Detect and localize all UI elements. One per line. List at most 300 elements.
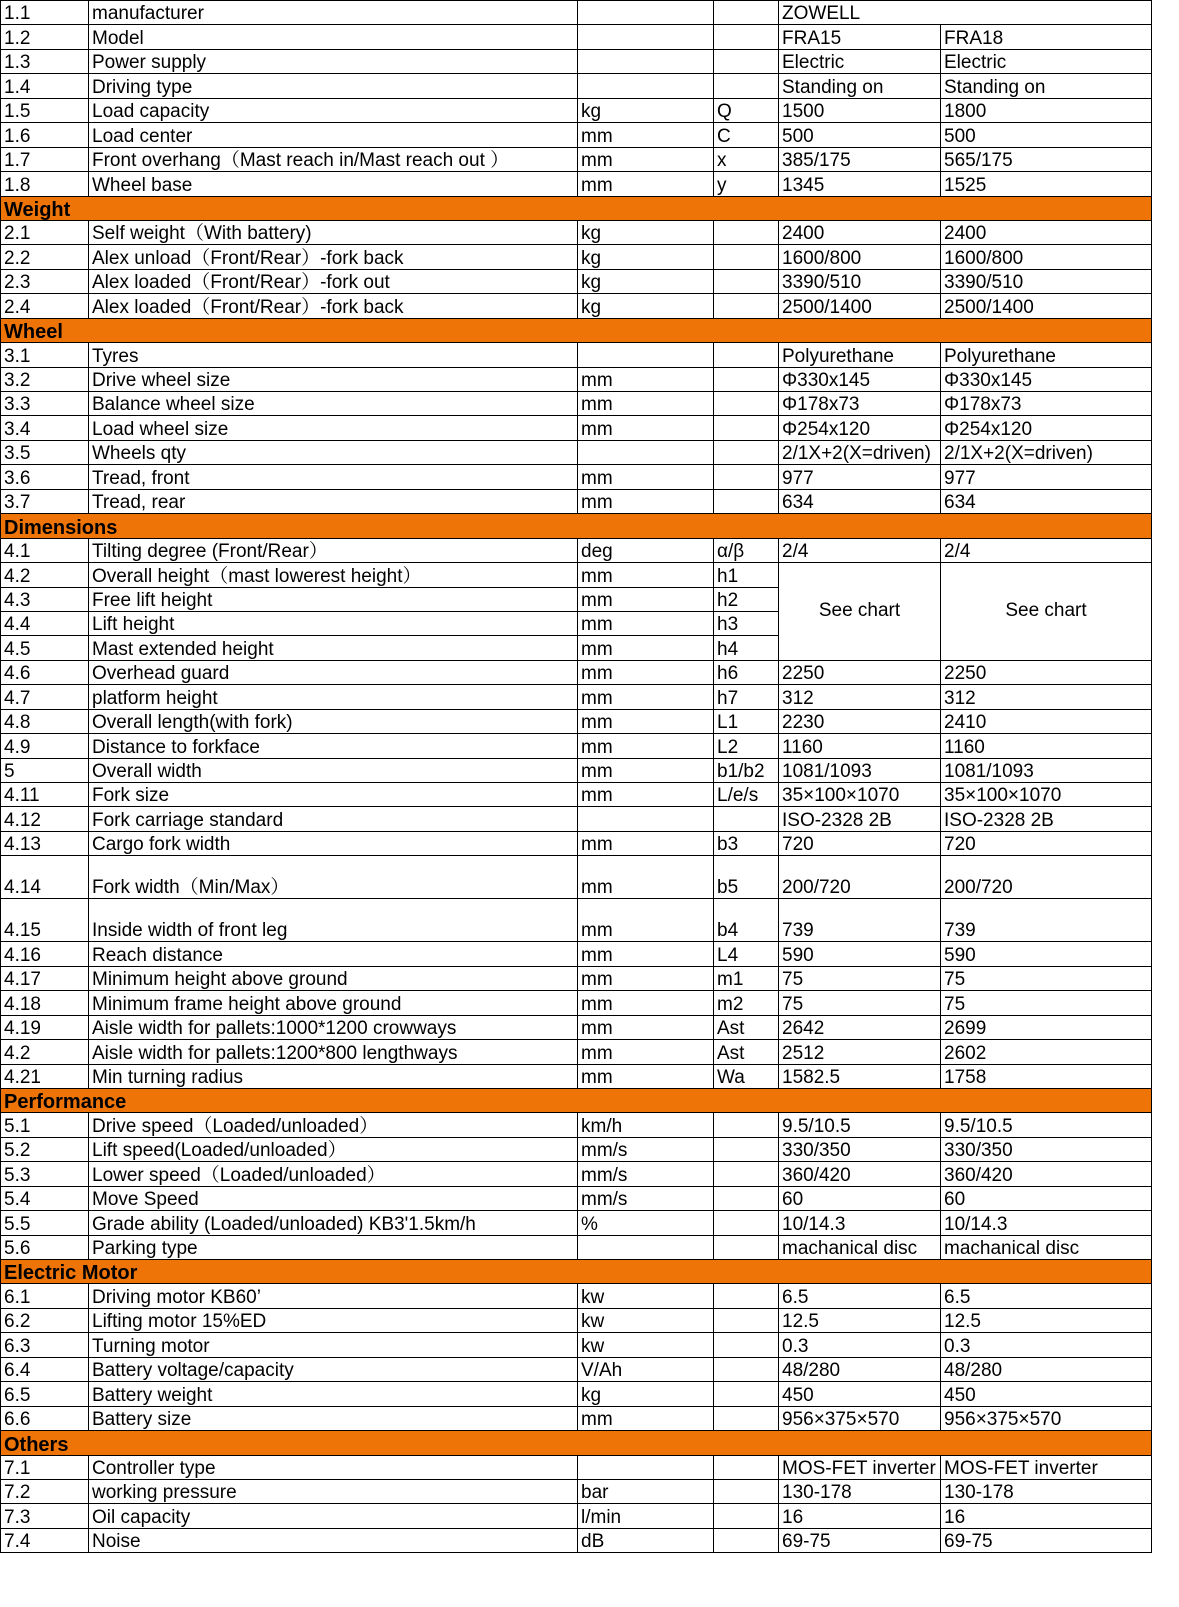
symbol xyxy=(714,1186,779,1210)
item-name: Battery voltage/capacity xyxy=(89,1357,578,1381)
symbol xyxy=(714,440,779,464)
unit: mm xyxy=(578,966,714,990)
row-number: 3.6 xyxy=(1,465,89,489)
table-row xyxy=(1,1504,1152,1528)
item-name: Grade ability (Loaded/unloaded) KB3'1.5km/h xyxy=(89,1211,578,1235)
value-fra18: 10/14.3 xyxy=(941,1211,1152,1235)
symbol xyxy=(714,1406,779,1430)
value-fra18: 200/720 xyxy=(941,856,1152,899)
value-fra15: 739 xyxy=(779,899,941,942)
unit: kg xyxy=(578,98,714,122)
row-number: 7.2 xyxy=(1,1479,89,1503)
section-title: Performance xyxy=(1,1088,1152,1112)
table-row xyxy=(1,899,1152,942)
value-fra18: 2410 xyxy=(941,709,1152,733)
value-fra15: 2500/1400 xyxy=(779,294,941,318)
item-name: Turning motor xyxy=(89,1333,578,1357)
row-number: 2.3 xyxy=(1,269,89,293)
item-name: Wheel base xyxy=(89,172,578,196)
unit: mm/s xyxy=(578,1186,714,1210)
table-row xyxy=(1,49,1152,73)
table-row xyxy=(1,172,1152,196)
unit: kg xyxy=(578,1382,714,1406)
item-name: Load wheel size xyxy=(89,416,578,440)
row-number: 1.3 xyxy=(1,49,89,73)
value-fra18: 2250 xyxy=(941,660,1152,684)
item-name: Tread, rear xyxy=(89,489,578,513)
value-fra18: 1081/1093 xyxy=(941,758,1152,782)
item-name: Parking type xyxy=(89,1235,578,1259)
unit xyxy=(578,440,714,464)
symbol xyxy=(714,392,779,416)
item-name: Self weight（With battery) xyxy=(89,220,578,244)
table-row xyxy=(1,783,1152,807)
table-row xyxy=(1,367,1152,391)
value-fra15: 16 xyxy=(779,1504,941,1528)
table-row xyxy=(1,734,1152,758)
value-fra18: FRA18 xyxy=(941,25,1152,49)
item-name: Power supply xyxy=(89,49,578,73)
row-number: 4.6 xyxy=(1,660,89,684)
item-name: Fork width（Min/Max） xyxy=(89,856,578,899)
value-fra18: 2400 xyxy=(941,220,1152,244)
row-number: 1.8 xyxy=(1,172,89,196)
value-fra18: 60 xyxy=(941,1186,1152,1210)
value-fra15: 75 xyxy=(779,966,941,990)
table-row xyxy=(1,1040,1152,1064)
value-fra18: 450 xyxy=(941,1382,1152,1406)
row-number: 3.2 xyxy=(1,367,89,391)
value-fra15: 2512 xyxy=(779,1040,941,1064)
row-number: 7.3 xyxy=(1,1504,89,1528)
unit: mm xyxy=(578,1040,714,1064)
row-number: 2.2 xyxy=(1,245,89,269)
value-fra18: 9.5/10.5 xyxy=(941,1113,1152,1137)
unit: l/min xyxy=(578,1504,714,1528)
symbol xyxy=(714,367,779,391)
unit xyxy=(578,74,714,98)
value-fra15: 977 xyxy=(779,465,941,489)
unit: kw xyxy=(578,1284,714,1308)
item-name: Free lift height xyxy=(89,587,578,611)
item-name: Load capacity xyxy=(89,98,578,122)
unit: mm/s xyxy=(578,1137,714,1161)
unit: mm xyxy=(578,660,714,684)
unit: mm xyxy=(578,147,714,171)
symbol: α/β xyxy=(714,538,779,562)
row-number: 4.16 xyxy=(1,942,89,966)
unit: V/Ah xyxy=(578,1357,714,1381)
item-name: Alex loaded（Front/Rear）-fork out xyxy=(89,269,578,293)
value-fra18: 1758 xyxy=(941,1064,1152,1088)
unit: kw xyxy=(578,1308,714,1332)
table-row xyxy=(1,709,1152,733)
item-name: Alex unload（Front/Rear）-fork back xyxy=(89,245,578,269)
symbol xyxy=(714,245,779,269)
table-row xyxy=(1,1137,1152,1161)
item-name: Battery size xyxy=(89,1406,578,1430)
value-fra18: 634 xyxy=(941,489,1152,513)
value-fra18: 6.5 xyxy=(941,1284,1152,1308)
item-name: Model xyxy=(89,25,578,49)
row-number: 2.1 xyxy=(1,220,89,244)
symbol: L1 xyxy=(714,709,779,733)
table-row xyxy=(1,1357,1152,1381)
symbol xyxy=(714,807,779,831)
value-fra15: FRA15 xyxy=(779,25,941,49)
item-name: Lifting motor 15%ED xyxy=(89,1308,578,1332)
value-fra15: 450 xyxy=(779,1382,941,1406)
table-row xyxy=(1,1479,1152,1503)
value-fra15: MOS-FET inverter xyxy=(779,1455,941,1479)
value-fra18: 75 xyxy=(941,966,1152,990)
item-name: Front overhang（Mast reach in/Mast reach out ） xyxy=(89,147,578,171)
value-fra18: 500 xyxy=(941,123,1152,147)
symbol: h6 xyxy=(714,660,779,684)
table-row xyxy=(1,245,1152,269)
row-number: 7.1 xyxy=(1,1455,89,1479)
value-fra15: 9.5/10.5 xyxy=(779,1113,941,1137)
item-name: Move Speed xyxy=(89,1186,578,1210)
row-number: 4.18 xyxy=(1,991,89,1015)
value-fra15: 1345 xyxy=(779,172,941,196)
value-fra15: Standing on xyxy=(779,74,941,98)
table-row xyxy=(1,1235,1152,1259)
symbol xyxy=(714,1333,779,1357)
value-fra15: Electric xyxy=(779,49,941,73)
row-number: 4.5 xyxy=(1,636,89,660)
unit: mm xyxy=(578,489,714,513)
unit: kw xyxy=(578,1333,714,1357)
table-row xyxy=(1,1211,1152,1235)
item-name: Aisle width for pallets:1000*1200 crowways xyxy=(89,1015,578,1039)
item-name: Balance wheel size xyxy=(89,392,578,416)
unit: % xyxy=(578,1211,714,1235)
value-fra18: 1600/800 xyxy=(941,245,1152,269)
unit: kg xyxy=(578,294,714,318)
value-fra15: Φ330x145 xyxy=(779,367,941,391)
value-fra15: Polyurethane xyxy=(779,343,941,367)
value-fra15: 0.3 xyxy=(779,1333,941,1357)
value-fra15: 12.5 xyxy=(779,1308,941,1332)
table-row xyxy=(1,563,1152,587)
value-fra15: 3390/510 xyxy=(779,269,941,293)
unit: mm xyxy=(578,465,714,489)
item-name: Inside width of front leg xyxy=(89,899,578,942)
row-number: 6.1 xyxy=(1,1284,89,1308)
item-name: Tread, front xyxy=(89,465,578,489)
symbol: Ast xyxy=(714,1040,779,1064)
table-row xyxy=(1,1113,1152,1137)
symbol: m2 xyxy=(714,991,779,1015)
symbol: m1 xyxy=(714,966,779,990)
unit: kg xyxy=(578,220,714,244)
value-fra15: machanical disc xyxy=(779,1235,941,1259)
value-fra15: 35×100×1070 xyxy=(779,783,941,807)
symbol xyxy=(714,269,779,293)
table-row xyxy=(1,660,1152,684)
value-fra18: 2/4 xyxy=(941,538,1152,562)
value-fra15: ISO-2328 2B xyxy=(779,807,941,831)
section-header-row xyxy=(1,1431,1152,1455)
table-row xyxy=(1,343,1152,367)
unit: mm xyxy=(578,587,714,611)
value-fra15: 60 xyxy=(779,1186,941,1210)
see-chart-fra18: See chart xyxy=(941,563,1152,661)
symbol: b3 xyxy=(714,831,779,855)
value-fra15: 360/420 xyxy=(779,1162,941,1186)
symbol xyxy=(714,1162,779,1186)
value-fra15: 720 xyxy=(779,831,941,855)
table-row xyxy=(1,1406,1152,1430)
table-row xyxy=(1,392,1152,416)
unit: mm xyxy=(578,367,714,391)
section-title: Others xyxy=(1,1431,1152,1455)
row-number: 2.4 xyxy=(1,294,89,318)
unit xyxy=(578,807,714,831)
row-number: 3.4 xyxy=(1,416,89,440)
row-number: 1.5 xyxy=(1,98,89,122)
item-name: Battery weight xyxy=(89,1382,578,1406)
row-number: 4.19 xyxy=(1,1015,89,1039)
value-fra15: 1600/800 xyxy=(779,245,941,269)
item-name: Lift speed(Loaded/unloaded） xyxy=(89,1137,578,1161)
table-row xyxy=(1,1162,1152,1186)
table-row xyxy=(1,1015,1152,1039)
value-fra15: 956×375×570 xyxy=(779,1406,941,1430)
item-name: Minimum height above ground xyxy=(89,966,578,990)
section-title: Weight xyxy=(1,196,1152,220)
row-number: 3.7 xyxy=(1,489,89,513)
item-name: Mast extended height xyxy=(89,636,578,660)
section-header-row xyxy=(1,196,1152,220)
value-fra18: 3390/510 xyxy=(941,269,1152,293)
item-name: Overall length(with fork) xyxy=(89,709,578,733)
unit: mm xyxy=(578,831,714,855)
symbol: L/e/s xyxy=(714,783,779,807)
symbol: h7 xyxy=(714,685,779,709)
unit: mm xyxy=(578,563,714,587)
value-fra15: 1081/1093 xyxy=(779,758,941,782)
value-fra18: 739 xyxy=(941,899,1152,942)
unit xyxy=(578,343,714,367)
table-row xyxy=(1,1,1152,25)
unit: mm xyxy=(578,758,714,782)
section-title: Wheel xyxy=(1,318,1152,342)
value-fra18: ISO-2328 2B xyxy=(941,807,1152,831)
unit: mm/s xyxy=(578,1162,714,1186)
unit: km/h xyxy=(578,1113,714,1137)
unit xyxy=(578,1235,714,1259)
table-row xyxy=(1,489,1152,513)
table-row xyxy=(1,269,1152,293)
item-name: Tyres xyxy=(89,343,578,367)
row-number: 4.1 xyxy=(1,538,89,562)
value-fra15: Φ254x120 xyxy=(779,416,941,440)
unit: mm xyxy=(578,416,714,440)
value-fra18: 2699 xyxy=(941,1015,1152,1039)
symbol: Ast xyxy=(714,1015,779,1039)
table-row xyxy=(1,1333,1152,1357)
item-name: Lower speed（Loaded/unloaded） xyxy=(89,1162,578,1186)
unit: kg xyxy=(578,245,714,269)
row-number: 5.4 xyxy=(1,1186,89,1210)
value-fra18: Standing on xyxy=(941,74,1152,98)
item-name: Cargo fork width xyxy=(89,831,578,855)
symbol xyxy=(714,220,779,244)
row-number: 4.4 xyxy=(1,611,89,635)
value-fra15: 69-75 xyxy=(779,1528,941,1552)
table-row xyxy=(1,440,1152,464)
unit: mm xyxy=(578,734,714,758)
see-chart-fra15: See chart xyxy=(779,563,941,661)
symbol xyxy=(714,416,779,440)
table-row xyxy=(1,1186,1152,1210)
table-row xyxy=(1,1382,1152,1406)
row-number: 6.3 xyxy=(1,1333,89,1357)
value-fra18: 16 xyxy=(941,1504,1152,1528)
table-row xyxy=(1,685,1152,709)
symbol xyxy=(714,1,779,25)
table-row xyxy=(1,991,1152,1015)
row-number: 4.8 xyxy=(1,709,89,733)
symbol: b5 xyxy=(714,856,779,899)
row-number: 6.5 xyxy=(1,1382,89,1406)
value-fra18: 312 xyxy=(941,685,1152,709)
value-fra18: Φ178x73 xyxy=(941,392,1152,416)
value-fra15: 1582.5 xyxy=(779,1064,941,1088)
table-row xyxy=(1,942,1152,966)
value-fra18: 977 xyxy=(941,465,1152,489)
table-row xyxy=(1,416,1152,440)
symbol xyxy=(714,294,779,318)
row-number: 1.6 xyxy=(1,123,89,147)
value-fra15: 2642 xyxy=(779,1015,941,1039)
item-name: Aisle width for pallets:1200*800 lengthways xyxy=(89,1040,578,1064)
table-row xyxy=(1,123,1152,147)
symbol: C xyxy=(714,123,779,147)
value-fra18: 35×100×1070 xyxy=(941,783,1152,807)
value-fra15: 130-178 xyxy=(779,1479,941,1503)
item-name: Tilting degree (Front/Rear） xyxy=(89,538,578,562)
value-fra18: Polyurethane xyxy=(941,343,1152,367)
symbol xyxy=(714,1479,779,1503)
symbol: L4 xyxy=(714,942,779,966)
unit xyxy=(578,1,714,25)
value-fra18: Φ254x120 xyxy=(941,416,1152,440)
table-row xyxy=(1,74,1152,98)
symbol: x xyxy=(714,147,779,171)
manufacturer-value: ZOWELL xyxy=(779,1,1152,25)
symbol xyxy=(714,343,779,367)
symbol xyxy=(714,1382,779,1406)
symbol: b4 xyxy=(714,899,779,942)
symbol: h3 xyxy=(714,611,779,635)
value-fra15: 2/1X+2(X=driven) xyxy=(779,440,941,464)
symbol xyxy=(714,465,779,489)
unit: kg xyxy=(578,269,714,293)
row-number: 4.12 xyxy=(1,807,89,831)
item-name: working pressure xyxy=(89,1479,578,1503)
symbol xyxy=(714,1504,779,1528)
value-fra18: Electric xyxy=(941,49,1152,73)
section-title: Electric Motor xyxy=(1,1260,1152,1284)
row-number: 5.6 xyxy=(1,1235,89,1259)
symbol: h1 xyxy=(714,563,779,587)
section-header-row xyxy=(1,1088,1152,1112)
row-number: 5.2 xyxy=(1,1137,89,1161)
item-name: Minimum frame height above ground xyxy=(89,991,578,1015)
value-fra18: 130-178 xyxy=(941,1479,1152,1503)
symbol: y xyxy=(714,172,779,196)
value-fra15: 330/350 xyxy=(779,1137,941,1161)
symbol xyxy=(714,1308,779,1332)
table-row xyxy=(1,1064,1152,1088)
value-fra15: 200/720 xyxy=(779,856,941,899)
value-fra18: 330/350 xyxy=(941,1137,1152,1161)
section-header-row xyxy=(1,514,1152,538)
table-row xyxy=(1,966,1152,990)
table-row xyxy=(1,1455,1152,1479)
value-fra18: 2/1X+2(X=driven) xyxy=(941,440,1152,464)
item-name: Drive wheel size xyxy=(89,367,578,391)
row-number: 3.3 xyxy=(1,392,89,416)
symbol xyxy=(714,25,779,49)
row-number: 1.1 xyxy=(1,1,89,25)
symbol xyxy=(714,1455,779,1479)
value-fra18: 1800 xyxy=(941,98,1152,122)
value-fra15: 2230 xyxy=(779,709,941,733)
item-name: Overall height（mast lowerest height） xyxy=(89,563,578,587)
spec-table-body xyxy=(1,1,1152,1553)
item-name: Driving motor KB60’ xyxy=(89,1284,578,1308)
unit: mm xyxy=(578,899,714,942)
item-name: Load center xyxy=(89,123,578,147)
item-name: Alex loaded（Front/Rear）-fork back xyxy=(89,294,578,318)
table-row xyxy=(1,538,1152,562)
row-number: 6.4 xyxy=(1,1357,89,1381)
symbol: h4 xyxy=(714,636,779,660)
row-number: 4.7 xyxy=(1,685,89,709)
unit: mm xyxy=(578,709,714,733)
value-fra18: MOS-FET inverter xyxy=(941,1455,1152,1479)
item-name: Fork size xyxy=(89,783,578,807)
unit: mm xyxy=(578,856,714,899)
table-row xyxy=(1,147,1152,171)
value-fra15: 75 xyxy=(779,991,941,1015)
table-row xyxy=(1,465,1152,489)
row-number: 6.2 xyxy=(1,1308,89,1332)
value-fra18: 48/280 xyxy=(941,1357,1152,1381)
row-number: 1.2 xyxy=(1,25,89,49)
unit: mm xyxy=(578,942,714,966)
unit: mm xyxy=(578,783,714,807)
row-number: 5.1 xyxy=(1,1113,89,1137)
section-header-row xyxy=(1,1260,1152,1284)
row-number: 5.3 xyxy=(1,1162,89,1186)
unit: mm xyxy=(578,611,714,635)
symbol xyxy=(714,1211,779,1235)
value-fra18: 2500/1400 xyxy=(941,294,1152,318)
table-row xyxy=(1,831,1152,855)
value-fra15: 48/280 xyxy=(779,1357,941,1381)
unit: mm xyxy=(578,1064,714,1088)
row-number: 4.11 xyxy=(1,783,89,807)
table-row xyxy=(1,856,1152,899)
row-number: 1.4 xyxy=(1,74,89,98)
value-fra15: 6.5 xyxy=(779,1284,941,1308)
item-name: Lift height xyxy=(89,611,578,635)
